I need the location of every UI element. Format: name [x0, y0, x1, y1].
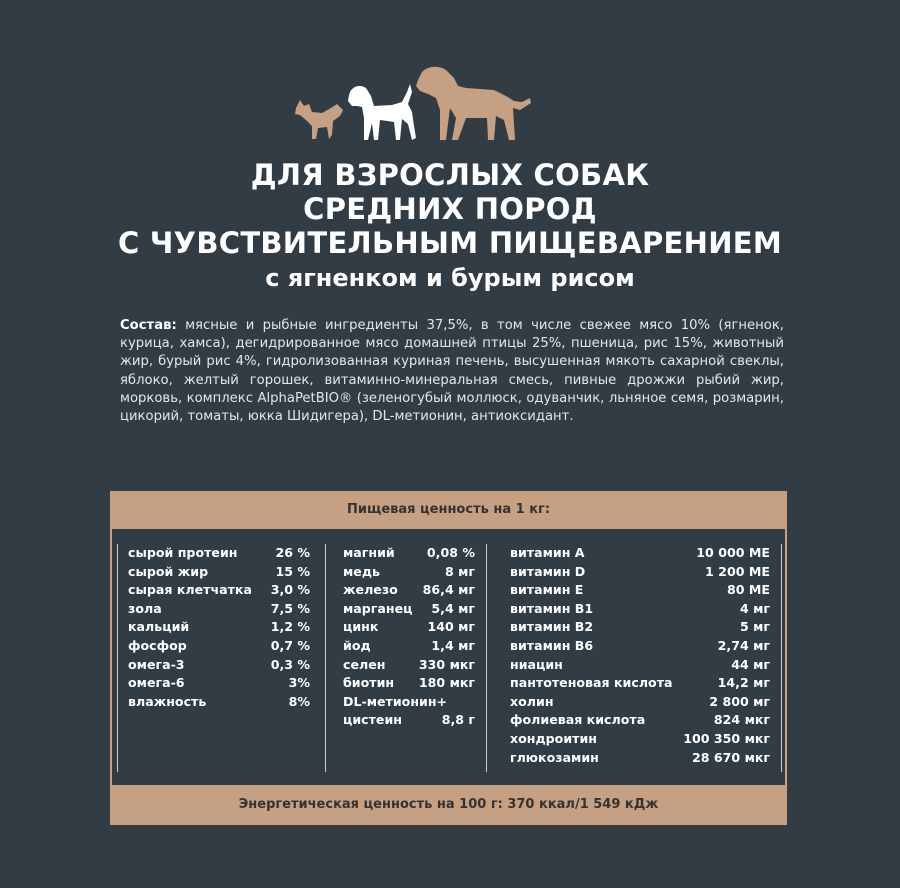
nutrient-value: 10 000 МЕ [696, 545, 770, 560]
nutrient-row [128, 674, 310, 693]
nutrient-row [343, 600, 475, 619]
nutrient-name: витамин Е [510, 582, 584, 598]
nutrient-row [343, 637, 475, 656]
nutrition-column-minerals [343, 544, 475, 730]
nutrient-row [510, 693, 770, 712]
nutrient-row [343, 618, 475, 637]
nutrient-name: омега-3 [128, 656, 185, 672]
nutrient-name: глюкозамин [510, 749, 599, 765]
nutrient-value: 8 мг [444, 563, 475, 579]
nutrient-name: сырая клетчатка [128, 582, 252, 598]
nutrient-name: йод [343, 637, 371, 653]
nutrient-name: витамин D [510, 563, 586, 579]
dog-sizes-illustration [0, 0, 900, 150]
nutrient-value: 4 мг [739, 600, 770, 616]
nutrient-name: сырой жир [128, 563, 209, 579]
nutrient-row [343, 581, 475, 600]
nutrient-value: 5,4 мг [431, 600, 475, 616]
nutrient-name: кальций [128, 619, 190, 635]
nutrient-name: холин [510, 693, 554, 709]
nutrient-name: фолиевая кислота [510, 712, 646, 728]
nutrient-row [510, 674, 770, 693]
column-divider [325, 544, 326, 772]
nutrient-name: витамин В6 [510, 637, 594, 653]
nutrient-value: 44 мг [731, 656, 770, 672]
nutrient-value: 86,4 мг [422, 582, 475, 598]
nutrient-value: 1 200 МЕ [705, 563, 770, 579]
nutrient-name: витамин В1 [510, 600, 594, 616]
nutrient-row [343, 656, 475, 675]
nutrient-row [128, 693, 310, 712]
nutrient-row [510, 581, 770, 600]
composition-label: Состав: [120, 318, 177, 333]
nutrient-value: 1,2 % [270, 619, 310, 635]
column-divider [117, 544, 118, 772]
nutrient-row [128, 656, 310, 675]
nutrient-name: сырой протеин [128, 545, 238, 560]
nutrient-name: влажность [128, 693, 207, 709]
nutrient-row [510, 656, 770, 675]
nutrient-row [343, 544, 475, 563]
nutrient-row [343, 693, 475, 712]
nutrient-name: цистеин [343, 712, 402, 728]
nutrient-row [510, 563, 770, 582]
nutrient-row [510, 711, 770, 730]
nutrient-value: 3,0 % [270, 582, 310, 598]
nutrient-value: 3% [288, 675, 310, 691]
nutrient-row [343, 563, 475, 582]
nutrition-header: Пищевая ценность на 1 кг: [110, 491, 787, 529]
nutrient-row [510, 600, 770, 619]
nutrient-row [510, 730, 770, 749]
nutrient-row [128, 563, 310, 582]
nutrient-name: DL-метионин+ [343, 693, 448, 709]
nutrient-value: 8% [288, 693, 310, 709]
nutrient-value: 100 350 мкг [683, 730, 770, 746]
nutrient-name: магний [343, 545, 395, 560]
composition-text: мясные и рыбные ингредиенты 37,5%, в том числе свежее мясо 10% (ягненок, курица, хамса), дегидрированное мясо домашней птицы 25%, пшеница, рис 15%, животный жир, бурый рис 4%, гидролизованная куриная печень, высушенная мякоть сахарной свеклы, яблоко, желтый горошек, витаминно-минеральная смесь, пивные дрожжи рыбий жир, морковь, комплекс AlphaPetBIO® (зеленогубый моллюск, одуванчик, льняное семя, розмарин, цикорий, томаты, юкка Шидигера), DL-метионин, антиоксидант. [120, 318, 784, 425]
product-title [0, 158, 900, 260]
nutrient-value: 0,7 % [270, 637, 310, 653]
nutrient-row [510, 637, 770, 656]
nutrient-value: 8,8 г [441, 712, 475, 728]
nutrient-name: омега-6 [128, 675, 185, 691]
nutrient-name: цинк [343, 619, 379, 635]
nutrient-value: 28 670 мкг [691, 749, 770, 765]
nutrient-row [343, 711, 475, 730]
nutrient-name: биотин [343, 675, 395, 691]
nutrient-row [510, 544, 770, 563]
frame-border-right [785, 529, 787, 785]
nutrient-name: марганец [343, 600, 413, 616]
large-dog-icon [416, 67, 531, 140]
nutrient-value: 15 % [275, 563, 310, 579]
nutrient-value: 2 800 мг [709, 693, 770, 709]
nutrient-name: хондроитин [510, 730, 597, 746]
nutrient-name: зола [128, 600, 162, 616]
nutrient-value: 1,4 мг [431, 637, 475, 653]
nutrient-row [510, 749, 770, 768]
column-divider [781, 544, 782, 772]
nutrient-value: 0,08 % [426, 545, 475, 560]
nutrient-name: железо [343, 582, 398, 598]
nutrient-row [128, 581, 310, 600]
nutrient-value: 2,74 мг [717, 637, 770, 653]
nutrient-value: 80 МЕ [726, 582, 770, 598]
nutrient-value: 330 мкг [418, 656, 475, 672]
nutrient-row [128, 637, 310, 656]
title-line: СРЕДНИХ ПОРОД [303, 192, 597, 226]
nutrient-row [343, 674, 475, 693]
nutrient-name: медь [343, 563, 380, 579]
energy-value-bar: Энергетическая ценность на 100 г: 370 ккал/1 549 кДж [110, 785, 787, 825]
composition-paragraph [120, 317, 784, 426]
nutrient-value: 824 мкг [713, 712, 770, 728]
nutrient-row [128, 618, 310, 637]
nutrient-value: 5 мг [739, 619, 770, 635]
title-line: ДЛЯ ВЗРОСЛЫХ СОБАК [250, 158, 650, 192]
nutrient-name: витамин А [510, 545, 585, 560]
nutrient-value: 26 % [275, 545, 310, 560]
nutrient-name: фосфор [128, 637, 187, 653]
frame-border-left [110, 529, 112, 785]
title-line: С ЧУВСТВИТЕЛЬНЫМ ПИЩЕВАРЕНИЕМ [117, 226, 783, 260]
medium-dog-icon [348, 84, 416, 140]
nutrition-column-vitamins [510, 544, 770, 767]
nutrient-value: 180 мкг [418, 675, 475, 691]
nutrient-row [128, 544, 310, 563]
nutrient-value: 14,2 мг [717, 675, 770, 691]
small-dog-icon [295, 100, 343, 139]
nutrient-name: ниацин [510, 656, 563, 672]
product-subtitle: с ягненком и бурым рисом [265, 264, 635, 292]
nutrient-row [128, 600, 310, 619]
column-divider [486, 544, 487, 772]
nutrient-name: селен [343, 656, 386, 672]
nutrient-name: витамин В2 [510, 619, 594, 635]
nutrition-column-basic [128, 544, 310, 711]
nutrient-value: 140 мг [427, 619, 475, 635]
nutrient-row [510, 618, 770, 637]
nutrient-value: 0,3 % [270, 656, 310, 672]
nutrient-name: пантотеновая кислота [510, 675, 673, 691]
nutrient-value: 7,5 % [270, 600, 310, 616]
